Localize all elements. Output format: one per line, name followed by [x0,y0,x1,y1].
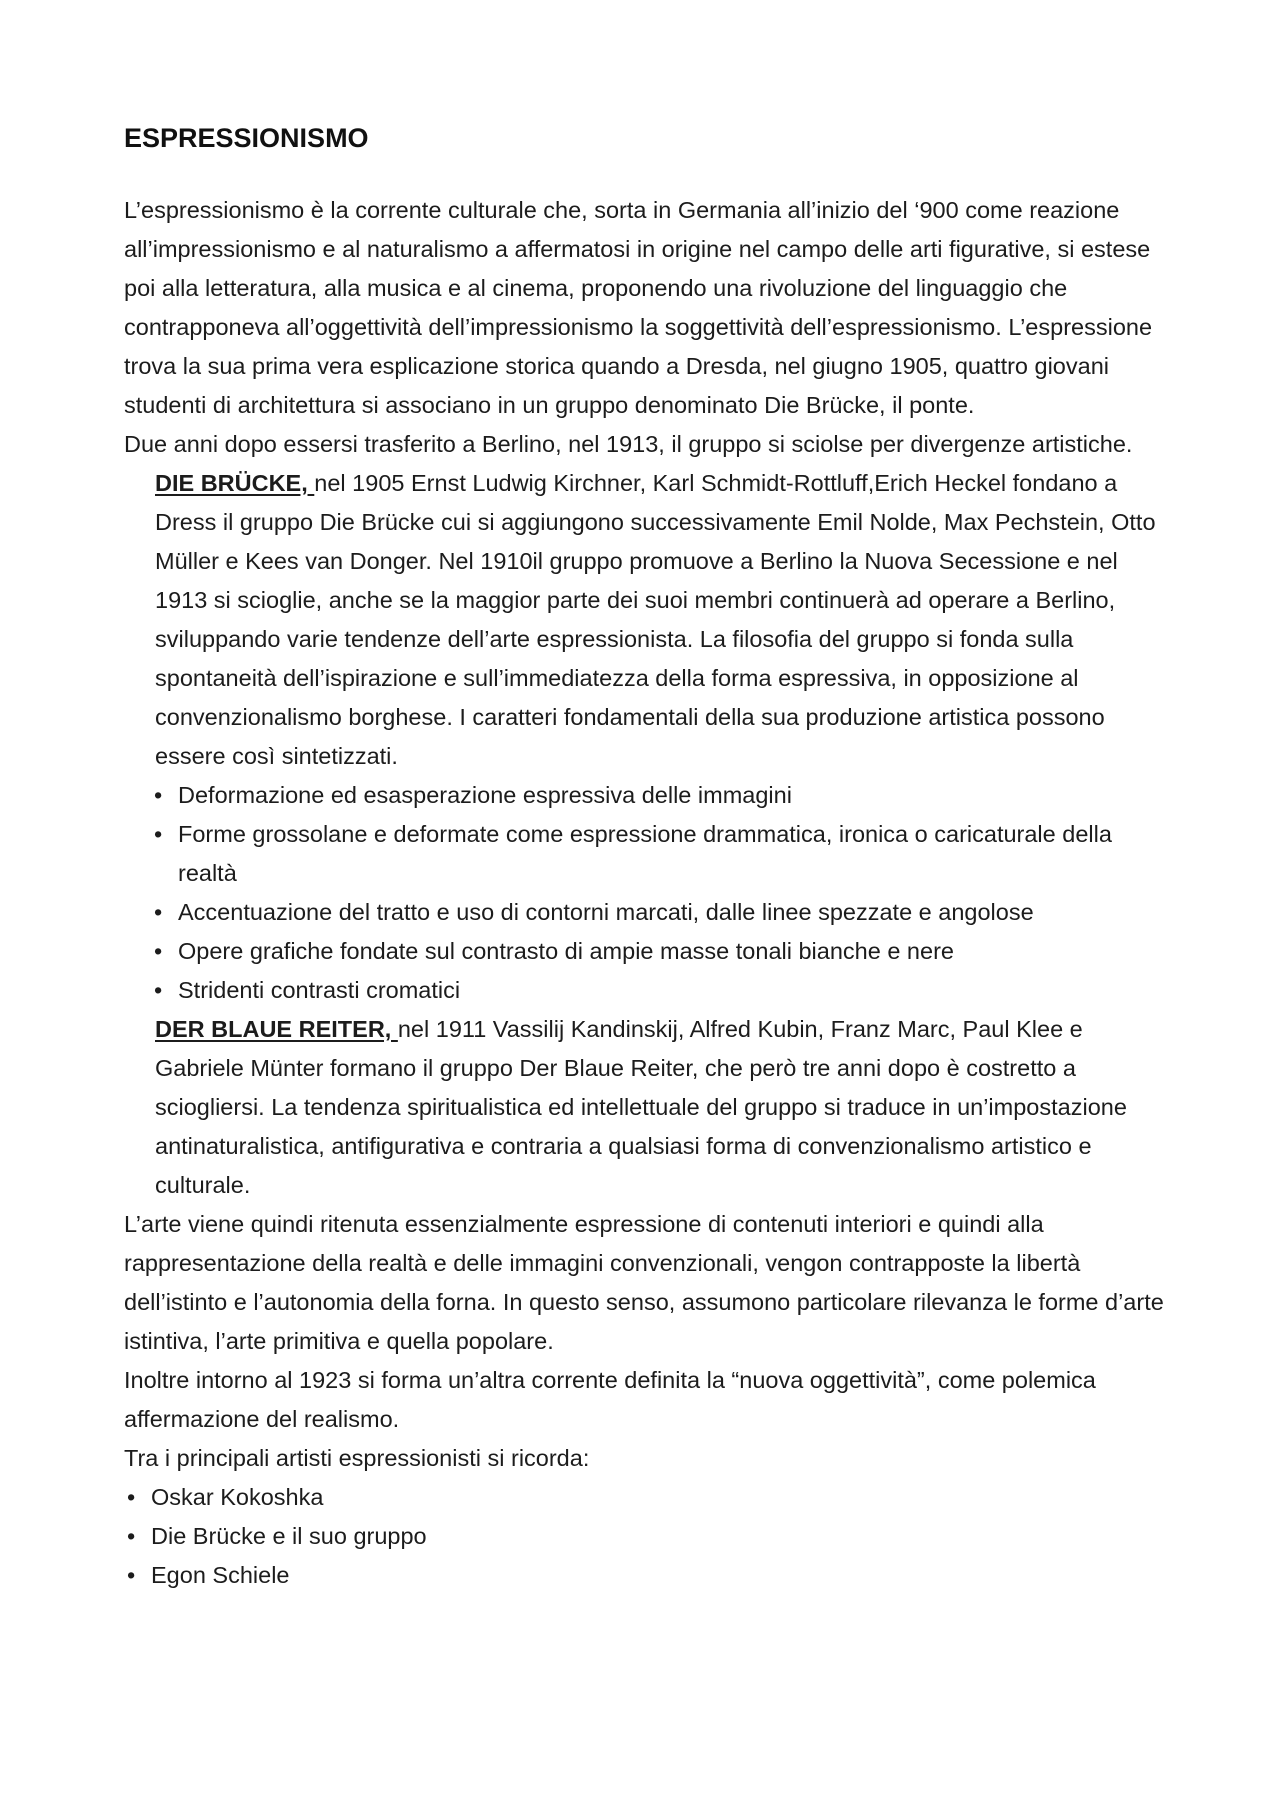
list-item: • Die Brücke e il suo gruppo [151,1517,1164,1556]
die-brucke-text: nel 1905 Ernst Ludwig Kirchner, Karl Schmidt-Rottluff,Erich Heckel fondano a Dress il gruppo Die Brücke cui si aggiungono successivamente Emil Nolde, Max Pechstein, Otto Müller e Kees van Donger. Nel 1910il gruppo promuove a Berlino la Nuova Secessione e nel 1913 si scioglie, anche se la maggior parte dei suoi membri continuerà ad operare a Berlino, sviluppando varie tendenze dell’arte espressionista. La filosofia del gruppo si fonda sulla spontaneità dell’ispirazione e sull’immediatezza della forma espressiva, in opposizione al convenzionalismo borghese. I caratteri fondamentali della sua produzione artistica possono essere così sintetizzati. [155,470,1156,769]
die-brucke-section [155,464,1164,776]
document-page [124,118,1164,1595]
closing-paragraph: L’arte viene quindi ritenuta essenzialmente espressione di contenuti interiori e quindi alla rappresentazione della realtà e delle immagini convenzionali, vengon contrapposte la libertà dell’istinto e l’autonomia della forna. In questo senso, assumono particolare rilevanza le forme d’arte istintiva, l’arte primitiva e quella popolare. [124,1211,1164,1354]
die-brucke-characteristics-list [178,776,1164,1010]
list-item: • Oskar Kokoshka [151,1478,1164,1517]
intro-paragraph: L’espressionismo è la corrente culturale che, sorta in Germania all’inizio del ‘900 come reazione all’impressionismo e al naturalismo a affermatosi in origine nel campo delle arti figurative, si estese poi alla letteratura, alla musica e al cinema, proponendo una rivoluzione del linguaggio che contrapponeva all’oggettività dell’impressionismo la soggettività dell’espressionismo. L’espressione trova la sua prima vera esplicazione storica quando a Dresda, nel giugno 1905, quattro giovani studenti di architettura si associano in un gruppo denominato Die Brücke, il ponte. [124,197,1153,418]
der-blaue-reiter-text: nel 1911 Vassilij Kandinskij, Alfred Kubin, Franz Marc, Paul Klee e Gabriele Münter formano il gruppo Der Blaue Reiter, che però tre anni dopo è costretto a sciogliersi. La tendenza spiritualistica ed intellettuale del gruppo si traduce in un’impostazione antinaturalistica, antifigurativa e contraria a qualsiasi forma di convenzionalismo artistico e culturale. [155,1016,1127,1198]
die-brucke-label: DIE BRÜCKE, [155,470,315,496]
list-item: • Deformazione ed esasperazione espressiva delle immagini [178,776,1164,815]
der-blaue-reiter-section [155,1010,1164,1205]
artists-list [151,1478,1164,1595]
closing-paragraph: Inoltre intorno al 1923 si forma un’altra corrente definita la “nuova oggettività”, come polemica affermazione del realismo. [124,1367,1096,1432]
list-item: • Egon Schiele [151,1556,1164,1595]
list-item: • Accentuazione del tratto e uso di contorni marcati, dalle linee spezzate e angolose [178,893,1164,932]
der-blaue-reiter-label: DER BLAUE REITER, [155,1016,398,1042]
list-item: • Stridenti contrasti cromatici [178,971,1164,1010]
intro-paragraph: Due anni dopo essersi trasferito a Berlino, nel 1913, il gruppo si sciolse per divergenze artistiche. [124,431,1133,457]
list-item: • Forme grossolane e deformate come espressione drammatica, ironica o caricaturale della realtà [178,815,1164,893]
document-title: ESPRESSIONISMO [124,123,369,153]
list-item: • Opere grafiche fondate sul contrasto di ampie masse tonali bianche e nere [178,932,1164,971]
closing-paragraph: Tra i principali artisti espressionisti si ricorda: [124,1445,590,1471]
